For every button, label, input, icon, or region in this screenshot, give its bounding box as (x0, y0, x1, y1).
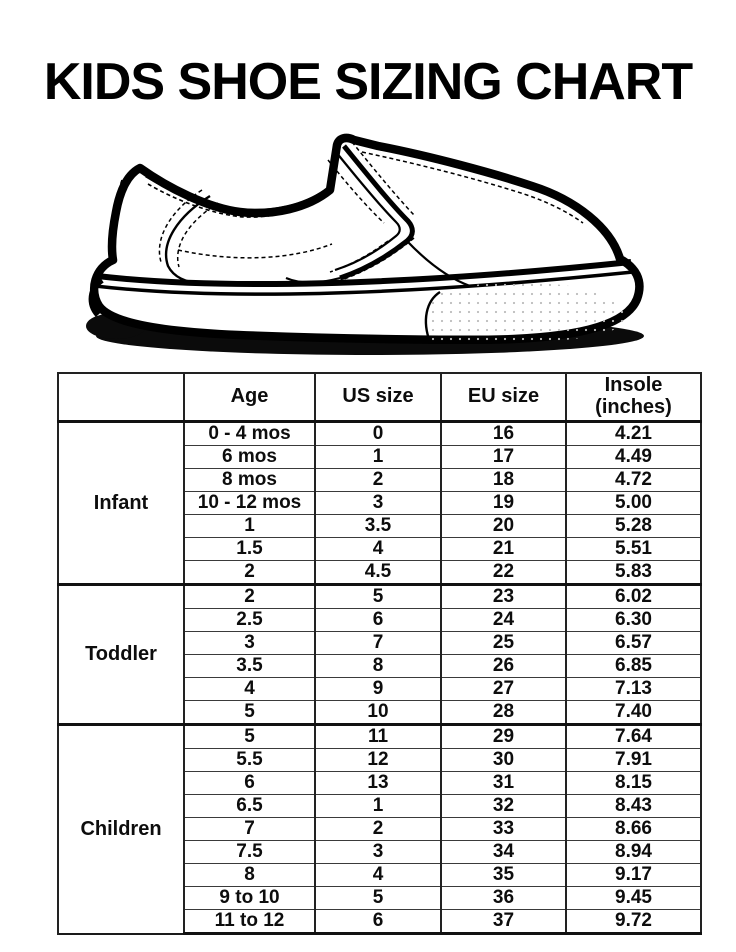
table-cell: 7.5 (184, 841, 315, 864)
table-cell: 5.5 (184, 749, 315, 772)
table-cell: 31 (441, 772, 566, 795)
table-cell: 2.5 (184, 609, 315, 632)
table-row (58, 585, 701, 609)
group-label-infant: Infant (58, 422, 184, 585)
header-insole-line1: Insole (604, 374, 663, 397)
table-cell: 2 (184, 561, 315, 585)
table-cell: 5 (315, 585, 441, 609)
table-cell: 21 (441, 538, 566, 561)
header-insole (566, 373, 701, 422)
table-cell: 5.51 (566, 538, 701, 561)
table-cell: 2 (184, 585, 315, 609)
table-cell: 1 (315, 795, 441, 818)
table-cell: 7.64 (566, 725, 701, 749)
table-cell: 29 (441, 725, 566, 749)
table-cell: 7 (184, 818, 315, 841)
header-category (58, 373, 184, 422)
table-cell: 10 - 12 mos (184, 492, 315, 515)
table-cell: 6.02 (566, 585, 701, 609)
table-cell: 1 (184, 515, 315, 538)
table-cell: 1 (315, 446, 441, 469)
table-row (58, 725, 701, 749)
table-row (58, 422, 701, 446)
table-cell: 4.72 (566, 469, 701, 492)
table-cell: 3 (184, 632, 315, 655)
table-cell: 9 (315, 678, 441, 701)
table-cell: 28 (441, 701, 566, 725)
header-age: Age (184, 373, 315, 422)
table-cell: 7 (315, 632, 441, 655)
group-label-toddler: Toddler (58, 585, 184, 725)
table-cell: 19 (441, 492, 566, 515)
table-cell: 5.83 (566, 561, 701, 585)
table-cell: 6.57 (566, 632, 701, 655)
table-cell: 6.85 (566, 655, 701, 678)
table-cell: 8.66 (566, 818, 701, 841)
table-cell: 17 (441, 446, 566, 469)
table-cell: 8 mos (184, 469, 315, 492)
table-cell: 35 (441, 864, 566, 887)
table-cell: 10 (315, 701, 441, 725)
table-cell: 33 (441, 818, 566, 841)
table-cell: 6.5 (184, 795, 315, 818)
header-us-size: US size (315, 373, 441, 422)
table-cell: 8 (184, 864, 315, 887)
size-chart-table (57, 372, 702, 935)
table-cell: 23 (441, 585, 566, 609)
table-cell: 7.40 (566, 701, 701, 725)
header-eu-size: EU size (441, 373, 566, 422)
table-cell: 24 (441, 609, 566, 632)
table-cell: 22 (441, 561, 566, 585)
table-cell: 5.28 (566, 515, 701, 538)
table-cell: 26 (441, 655, 566, 678)
table-cell: 36 (441, 887, 566, 910)
group-label-children: Children (58, 725, 184, 934)
table-cell: 7.13 (566, 678, 701, 701)
table-cell: 20 (441, 515, 566, 538)
table-cell: 9.45 (566, 887, 701, 910)
table-cell: 2 (315, 469, 441, 492)
table-cell: 5.00 (566, 492, 701, 515)
table-cell: 16 (441, 422, 566, 446)
size-table-body (58, 422, 701, 934)
shoe-illustration (78, 128, 658, 364)
table-cell: 7.91 (566, 749, 701, 772)
table-cell: 4 (315, 864, 441, 887)
table-cell: 4.21 (566, 422, 701, 446)
table-cell: 8 (315, 655, 441, 678)
table-cell: 13 (315, 772, 441, 795)
slip-on-shoe-image (78, 128, 658, 364)
table-cell: 6 mos (184, 446, 315, 469)
table-cell: 11 (315, 725, 441, 749)
table-cell: 1.5 (184, 538, 315, 561)
table-cell: 18 (441, 469, 566, 492)
table-cell: 3 (315, 841, 441, 864)
table-cell: 0 - 4 mos (184, 422, 315, 446)
header-row (58, 373, 701, 422)
table-cell: 12 (315, 749, 441, 772)
table-cell: 3.5 (184, 655, 315, 678)
table-cell: 3 (315, 492, 441, 515)
table-cell: 5 (315, 887, 441, 910)
table-cell: 9 to 10 (184, 887, 315, 910)
table-cell: 6.30 (566, 609, 701, 632)
table-cell: 6 (184, 772, 315, 795)
table-cell: 8.43 (566, 795, 701, 818)
table-cell: 6 (315, 910, 441, 934)
table-cell: 27 (441, 678, 566, 701)
table-cell: 0 (315, 422, 441, 446)
table-cell: 4.5 (315, 561, 441, 585)
table-cell: 4 (315, 538, 441, 561)
table-cell: 34 (441, 841, 566, 864)
page-title: KIDS SHOE SIZING CHART (43, 53, 693, 111)
table-cell: 9.17 (566, 864, 701, 887)
header-insole-line2: (inches) (595, 396, 672, 418)
table-cell: 6 (315, 609, 441, 632)
table-cell: 4.49 (566, 446, 701, 469)
table-cell: 25 (441, 632, 566, 655)
table-cell: 5 (184, 725, 315, 749)
table-cell: 11 to 12 (184, 910, 315, 934)
table-cell: 9.72 (566, 910, 701, 934)
table-cell: 32 (441, 795, 566, 818)
table-cell: 30 (441, 749, 566, 772)
table-cell: 37 (441, 910, 566, 934)
table-cell: 3.5 (315, 515, 441, 538)
table-cell: 8.94 (566, 841, 701, 864)
table-cell: 8.15 (566, 772, 701, 795)
table-cell: 5 (184, 701, 315, 725)
table-cell: 2 (315, 818, 441, 841)
table-cell: 4 (184, 678, 315, 701)
